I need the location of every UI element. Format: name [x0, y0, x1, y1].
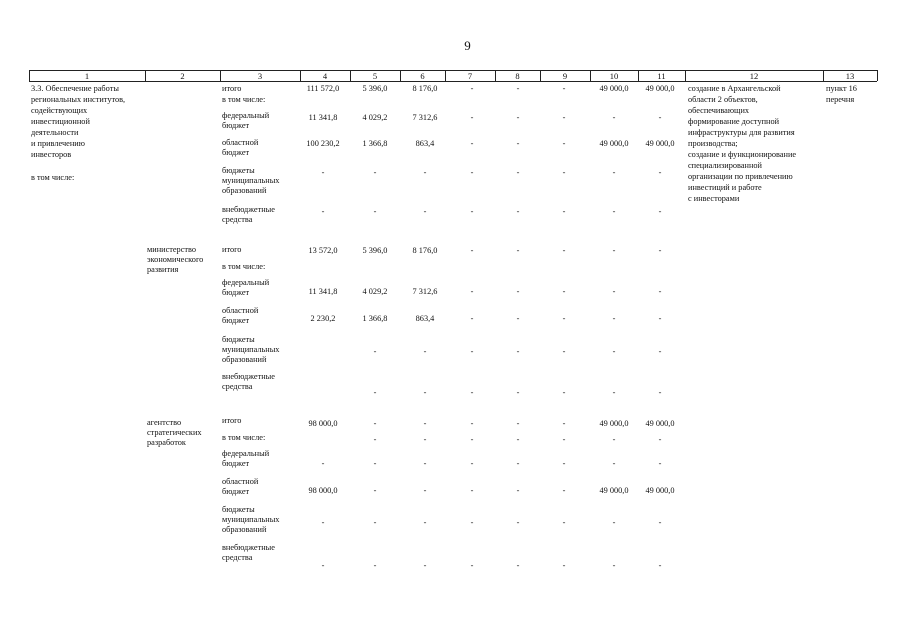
cell-value: -: [373, 207, 377, 216]
header-divider: [877, 70, 878, 81]
executor-line: агентство: [147, 418, 182, 427]
cell-value: 49 000,0: [599, 419, 629, 428]
row-label-extra: средства: [222, 553, 253, 562]
cell-value: -: [516, 388, 520, 397]
cell-value: 11 341,8: [308, 113, 338, 122]
cell-value: 98 000,0: [308, 419, 338, 428]
cell-value: -: [423, 561, 427, 570]
executor-line: экономического: [147, 255, 204, 264]
cell-value: 7 312,6: [412, 113, 438, 122]
row-label-municipal: образований: [222, 355, 267, 364]
row-label-regional: областной: [222, 138, 259, 147]
cell-value: -: [373, 518, 377, 527]
row-label-municipal: образований: [222, 186, 267, 195]
cell-value: -: [321, 518, 325, 527]
cell-value: -: [516, 207, 520, 216]
cell-value: -: [423, 459, 427, 468]
activity-title-line: деятельности: [31, 128, 79, 137]
row-label-municipal: бюджеты: [222, 335, 255, 344]
cell-value: -: [423, 347, 427, 356]
cell-value: -: [470, 518, 474, 527]
cell-value: -: [612, 518, 616, 527]
cell-value: -: [612, 287, 616, 296]
cell-value: -: [373, 561, 377, 570]
cell-value: -: [373, 347, 377, 356]
cell-value: -: [658, 287, 662, 296]
row-label-extra: средства: [222, 215, 253, 224]
cell-value: -: [516, 246, 520, 255]
result-line: инфраструктуры для развития: [688, 128, 795, 137]
header-cell-9: 9: [562, 71, 568, 81]
cell-value: -: [516, 459, 520, 468]
cell-value: -: [658, 435, 662, 444]
header-cell-10: 10: [609, 71, 619, 81]
row-label-including: в том числе:: [222, 95, 266, 104]
cell-value: -: [658, 314, 662, 323]
cell-value: 49 000,0: [645, 84, 675, 93]
cell-value: -: [470, 388, 474, 397]
header-cell-13: 13: [845, 71, 855, 81]
cell-value: -: [373, 486, 377, 495]
cell-value: -: [516, 435, 520, 444]
row-label-regional: бюджет: [222, 148, 250, 157]
row-label-municipal: муниципальных: [222, 176, 280, 185]
activity-title-line: инвесторов: [31, 150, 72, 159]
cell-value: -: [562, 388, 566, 397]
cell-value: -: [516, 486, 520, 495]
cell-value: -: [562, 419, 566, 428]
activity-title-line: содействующих: [31, 106, 88, 115]
cell-value: -: [562, 347, 566, 356]
row-label-federal: федеральный: [222, 111, 270, 120]
cell-value: -: [470, 419, 474, 428]
cell-value: -: [470, 459, 474, 468]
cell-value: -: [423, 388, 427, 397]
cell-value: -: [470, 347, 474, 356]
header-cell-11: 11: [657, 71, 666, 81]
row-label-municipal: бюджеты: [222, 505, 255, 514]
row-label-municipal: бюджеты: [222, 166, 255, 175]
activity-title-line: 3.3. Обеспечение работы: [31, 84, 119, 93]
cell-value: -: [562, 459, 566, 468]
cell-value: 111 572,0: [306, 84, 340, 93]
cell-value: -: [562, 518, 566, 527]
cell-value: -: [658, 561, 662, 570]
reference-line: перечня: [826, 95, 855, 104]
cell-value: -: [373, 168, 377, 177]
header-cell-1: 1: [84, 71, 90, 81]
cell-value: -: [423, 435, 427, 444]
executor-line: развития: [147, 265, 179, 274]
cell-value: 8 176,0: [412, 246, 438, 255]
cell-value: -: [562, 486, 566, 495]
cell-value: -: [321, 168, 325, 177]
cell-value: -: [373, 435, 377, 444]
row-label-extra: внебюджетные: [222, 543, 275, 552]
cell-value: -: [423, 518, 427, 527]
cell-value: -: [470, 435, 474, 444]
cell-value: -: [562, 207, 566, 216]
header-cell-6: 6: [420, 71, 425, 81]
row-label-extra: внебюджетные: [222, 205, 275, 214]
cell-value: -: [612, 459, 616, 468]
cell-value: 49 000,0: [599, 139, 629, 148]
cell-value: -: [470, 207, 474, 216]
cell-value: -: [612, 561, 616, 570]
activity-title-line: инвестиционной: [31, 117, 90, 126]
header-cell-12: 12: [749, 71, 759, 81]
cell-value: -: [612, 388, 616, 397]
cell-value: -: [373, 459, 377, 468]
cell-value: 8 176,0: [412, 84, 438, 93]
cell-value: 5 396,0: [362, 246, 388, 255]
cell-value: -: [423, 168, 427, 177]
row-label-itogo: итого: [222, 84, 242, 93]
header-cell-2: 2: [180, 71, 185, 81]
row-label-including: в том числе:: [222, 433, 266, 442]
cell-value: 49 000,0: [599, 486, 629, 495]
cell-value: -: [516, 347, 520, 356]
cell-value: -: [516, 314, 520, 323]
cell-value: -: [373, 419, 377, 428]
cell-value: -: [321, 207, 325, 216]
cell-value: -: [612, 168, 616, 177]
cell-value: -: [470, 139, 474, 148]
row-label-regional: бюджет: [222, 316, 250, 325]
cell-value: 5 396,0: [362, 84, 388, 93]
cell-value: -: [612, 347, 616, 356]
cell-value: -: [470, 486, 474, 495]
cell-value: -: [658, 459, 662, 468]
row-label-regional: бюджет: [222, 487, 250, 496]
cell-value: -: [562, 84, 566, 93]
cell-value: -: [321, 459, 325, 468]
cell-value: -: [658, 347, 662, 356]
cell-value: -: [612, 113, 616, 122]
header-cell-3: 3: [257, 71, 263, 81]
cell-value: -: [470, 113, 474, 122]
cell-value: -: [612, 207, 616, 216]
result-line: формирование доступной: [688, 117, 780, 126]
row-label-municipal: муниципальных: [222, 515, 280, 524]
result-line: создание и функционирование: [688, 150, 797, 159]
cell-value: 49 000,0: [599, 84, 629, 93]
result-line: инвестиций и работе: [688, 183, 762, 192]
cell-value: 1 366,8: [362, 139, 388, 148]
header-cell-8: 8: [515, 71, 520, 81]
cell-value: -: [612, 314, 616, 323]
row-label-itogo: итого: [222, 416, 242, 425]
result-line: создание в Архангельской: [688, 84, 781, 93]
cell-value: -: [658, 113, 662, 122]
cell-value: -: [470, 246, 474, 255]
cell-value: 11 341,8: [308, 287, 338, 296]
row-label-federal: федеральный: [222, 278, 270, 287]
cell-value: 49 000,0: [645, 486, 675, 495]
result-line: с инвесторами: [688, 194, 740, 203]
executor-line: министерство: [147, 245, 197, 254]
cell-value: 13 572,0: [308, 246, 338, 255]
cell-value: 100 230,2: [306, 139, 340, 148]
cell-value: -: [658, 246, 662, 255]
row-label-federal: бюджет: [222, 459, 250, 468]
row-label-municipal: муниципальных: [222, 345, 280, 354]
row-label-extra: внебюджетные: [222, 372, 275, 381]
cell-value: 4 029,2: [362, 113, 388, 122]
row-label-federal: бюджет: [222, 288, 250, 297]
cell-value: -: [612, 246, 616, 255]
activity-title-line: региональных институтов,: [31, 95, 126, 104]
cell-value: -: [658, 388, 662, 397]
cell-value: -: [562, 561, 566, 570]
cell-value: 49 000,0: [645, 419, 675, 428]
activity-including: в том числе:: [31, 173, 75, 182]
cell-value: -: [423, 207, 427, 216]
cell-value: 1 366,8: [362, 314, 388, 323]
cell-value: 49 000,0: [645, 139, 675, 148]
result-line: производства;: [688, 139, 738, 148]
cell-value: -: [516, 561, 520, 570]
row-label-itogo: итого: [222, 245, 242, 254]
cell-value: 863,4: [415, 314, 435, 323]
row-label-federal: бюджет: [222, 121, 250, 130]
row-label-regional: областной: [222, 306, 259, 315]
cell-value: -: [516, 113, 520, 122]
cell-value: -: [562, 113, 566, 122]
cell-value: -: [612, 435, 616, 444]
row-label-federal: федеральный: [222, 449, 270, 458]
cell-value: -: [470, 287, 474, 296]
cell-value: -: [516, 84, 520, 93]
cell-value: 98 000,0: [308, 486, 338, 495]
cell-value: -: [470, 84, 474, 93]
cell-value: -: [423, 419, 427, 428]
cell-value: -: [562, 246, 566, 255]
cell-value: 2 230,2: [310, 314, 336, 323]
cell-value: -: [658, 518, 662, 527]
result-line: области 2 объектов,: [688, 95, 758, 104]
cell-value: -: [562, 287, 566, 296]
executor-line: стратегических: [147, 428, 202, 437]
result-line: специализированной: [688, 161, 762, 170]
cell-value: -: [373, 388, 377, 397]
cell-value: -: [516, 139, 520, 148]
cell-value: -: [516, 518, 520, 527]
row-label-regional: областной: [222, 477, 259, 486]
cell-value: 7 312,6: [412, 287, 438, 296]
row-label-municipal: образований: [222, 525, 267, 534]
activity-title-line: и привлечению: [31, 139, 85, 148]
cell-value: -: [658, 168, 662, 177]
row-label-including: в том числе:: [222, 262, 266, 271]
result-line: обеспечивающих: [688, 106, 750, 115]
cell-value: 863,4: [415, 139, 435, 148]
header-cell-7: 7: [467, 71, 473, 81]
cell-value: -: [470, 168, 474, 177]
page-number: 9: [464, 38, 471, 53]
cell-value: -: [470, 561, 474, 570]
cell-value: -: [516, 419, 520, 428]
row-label-extra: средства: [222, 382, 253, 391]
result-line: организации по привлечению: [688, 172, 793, 181]
cell-value: -: [321, 561, 325, 570]
cell-value: -: [658, 207, 662, 216]
cell-value: -: [516, 168, 520, 177]
cell-value: -: [423, 486, 427, 495]
reference-line: пункт 16: [826, 84, 857, 93]
cell-value: -: [562, 314, 566, 323]
cell-value: -: [516, 287, 520, 296]
cell-value: -: [562, 168, 566, 177]
cell-value: -: [470, 314, 474, 323]
cell-value: -: [562, 435, 566, 444]
cell-value: 4 029,2: [362, 287, 388, 296]
executor-line: разработок: [147, 438, 186, 447]
cell-value: -: [562, 139, 566, 148]
header-cell-4: 4: [322, 71, 328, 81]
header-cell-5: 5: [372, 71, 378, 81]
